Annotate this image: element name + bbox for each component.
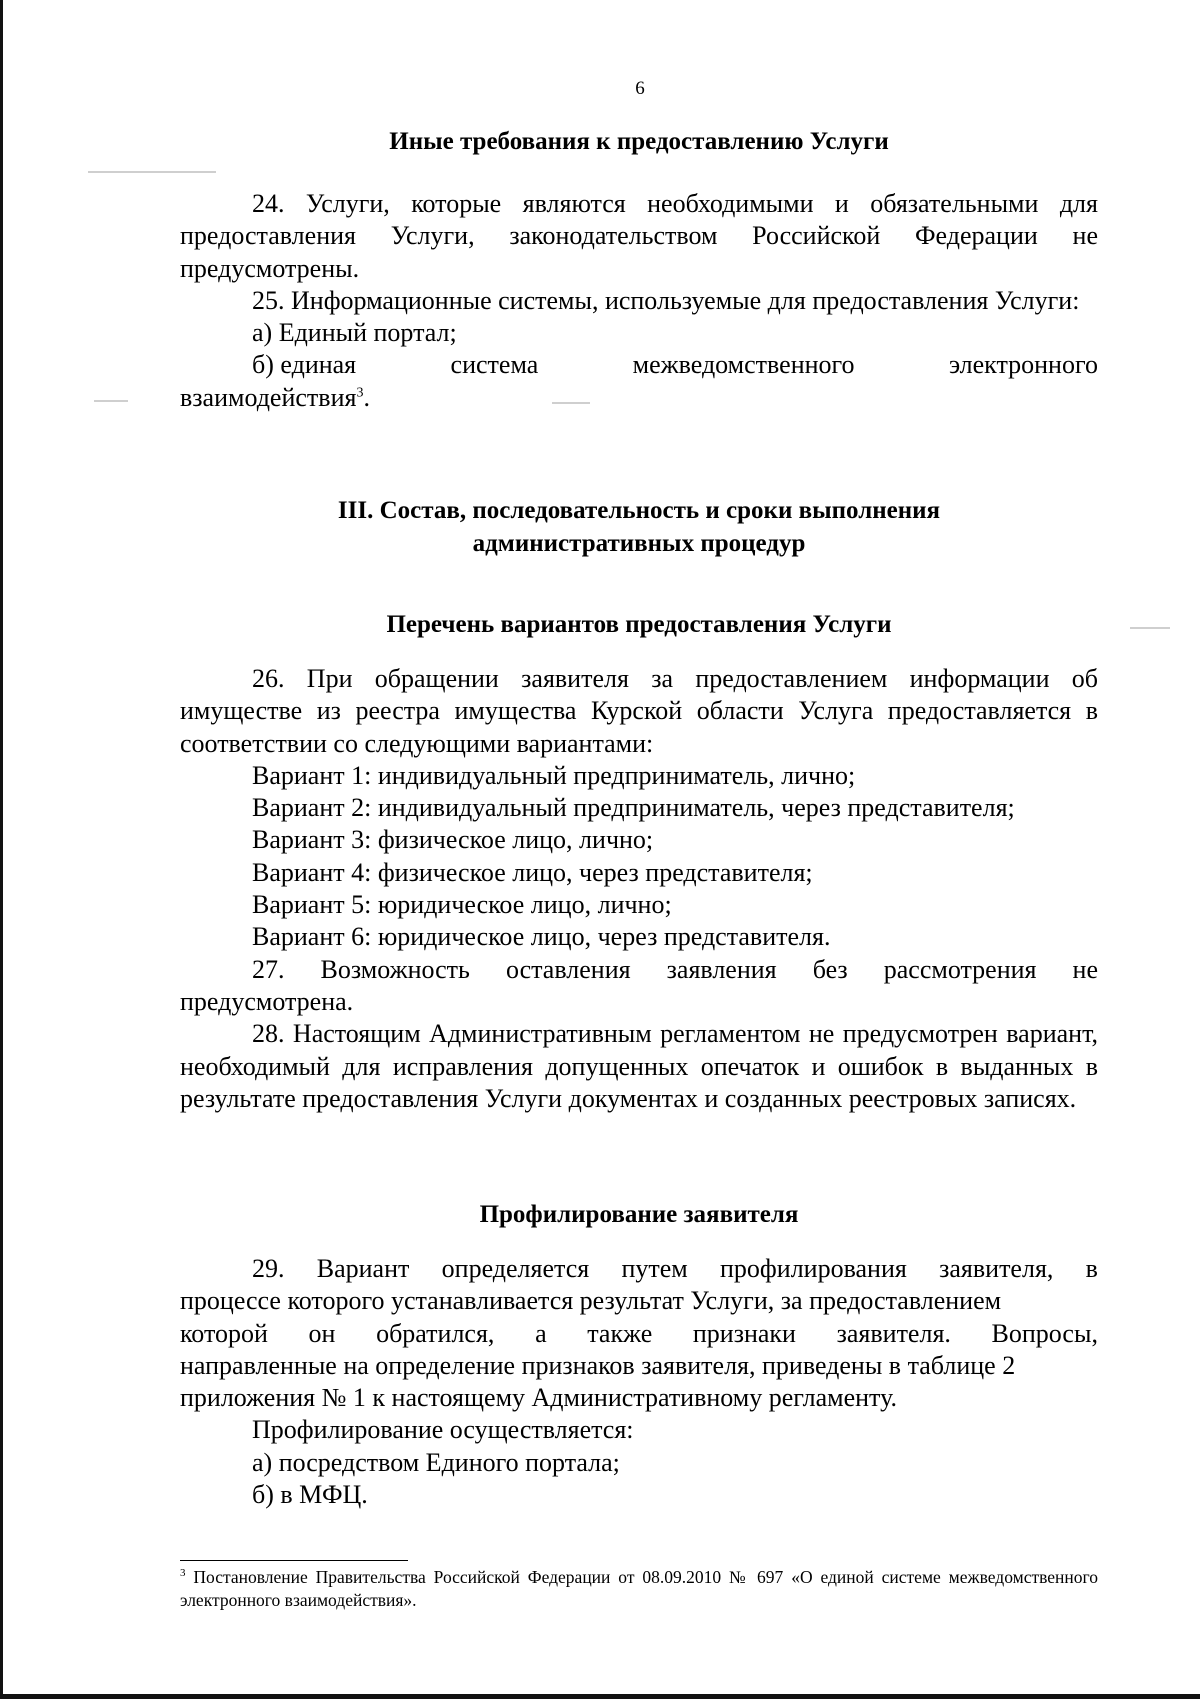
variant-item: Вариант 4: физическое лицо, через представителя; (252, 857, 813, 887)
word: путем (621, 1254, 688, 1283)
word: определяется (441, 1254, 590, 1283)
variant-item: Вариант 3: физическое лицо, лично; (252, 825, 654, 855)
block-items-26-28 (180, 663, 1098, 1115)
paragraph-29-line: приложения № 1 к настоящему Административному регламенту. (180, 1383, 897, 1413)
scan-speck (94, 400, 128, 402)
scan-speck (88, 171, 216, 173)
word: которой (180, 1318, 268, 1348)
word: 29. (252, 1254, 285, 1283)
list-item-b-continuation (180, 382, 1098, 414)
word: а (535, 1318, 547, 1348)
footnote-separator (180, 1560, 408, 1561)
word: он (308, 1318, 336, 1348)
scan-speck (1130, 627, 1170, 629)
paragraph-27: 27. Возможность оставления заявления без рассмотрения не предусмотрена. (180, 954, 1098, 1016)
block-items-24-25 (180, 188, 1098, 414)
word: обратился, (376, 1318, 495, 1348)
word: б) единая (252, 350, 357, 380)
profiling-item-a: а) посредством Единого портала; (252, 1447, 620, 1477)
paragraph-25: 25. Информационные системы, используемые для предоставления Услуги: (252, 285, 1080, 315)
paragraph-29-line: направленные на определение признаков заявителя, приведены в таблице 2 (180, 1350, 1016, 1380)
variant-item: Вариант 1: индивидуальный предприниматель, лично; (252, 760, 856, 790)
paragraph-29-line: процессе которого устанавливается результат Услуги, за предоставлением (180, 1286, 1002, 1316)
word: признаки (692, 1318, 796, 1348)
heading-line: административных процедур (472, 530, 806, 557)
footnote-text: Постановление Правительства Российской Федерации от 08.09.2010 № 697 «О единой системе межведомственного электронного взаимодействия». (180, 1567, 1099, 1610)
variant-item: Вариант 2: индивидуальный предприниматель, через представителя; (252, 793, 1015, 823)
paragraph-24: 24. Услуги, которые являются необходимыми и обязательными для предоставления Услуги, законодательством Российской Федерации не предусмотрены. (180, 189, 1098, 283)
heading-variants-list: Перечень вариантов предоставления Услуги (386, 611, 892, 638)
word: профилирования (720, 1254, 907, 1283)
word: Вопросы, (991, 1318, 1098, 1348)
word: электронного (948, 350, 1098, 380)
text: . (363, 382, 370, 412)
block-item-29 (180, 1253, 1098, 1511)
paragraph-26: 26. При обращении заявителя за предоставлением информации об имуществе из реестра имущества Курской области Услуга предоставляется в соответствии со следующими вариантами: (180, 664, 1098, 758)
heading-profiling: Профилирование заявителя (479, 1201, 799, 1228)
paragraph-28: 28. Настоящим Административным регламентом не предусмотрен вариант, необходимый для исправления допущенных опечаток и ошибок в выданных в результате предоставления Услуги документах и созданных реестровых записях. (180, 1019, 1098, 1113)
footnote-mark: 3 (180, 1567, 186, 1580)
word: также (587, 1318, 653, 1348)
list-item-a: а) Единый портал; (252, 318, 457, 348)
profiling-intro: Профилирование осуществляется: (252, 1415, 634, 1445)
footnote (180, 1566, 1098, 1612)
paragraph-29-line (180, 1318, 1098, 1350)
scan-left-edge (0, 0, 3, 1699)
page-number: 6 (635, 78, 645, 99)
text: взаимодействия (180, 382, 357, 412)
word: Вариант (316, 1254, 410, 1283)
variant-item: Вариант 6: юридическое лицо, через представителя. (252, 922, 831, 952)
heading-section-3 (180, 494, 1098, 560)
word: заявителя, (939, 1254, 1054, 1283)
profiling-item-b: б) в МФЦ. (252, 1480, 368, 1510)
paragraph-29-line (180, 1253, 1098, 1285)
heading-other-requirements: Иные требования к предоставлению Услуги (389, 128, 889, 155)
footnote-reference: 3 (356, 385, 364, 401)
heading-line: III. Состав, последовательность и сроки выполнения (337, 497, 941, 524)
scan-bottom-edge (0, 1694, 1200, 1699)
variant-item: Вариант 5: юридическое лицо, лично; (252, 890, 672, 920)
word: система (450, 350, 539, 380)
word: в (1085, 1254, 1098, 1283)
word: межведомственного (632, 350, 855, 380)
word: заявителя. (836, 1318, 951, 1348)
list-item-b (180, 349, 1098, 381)
